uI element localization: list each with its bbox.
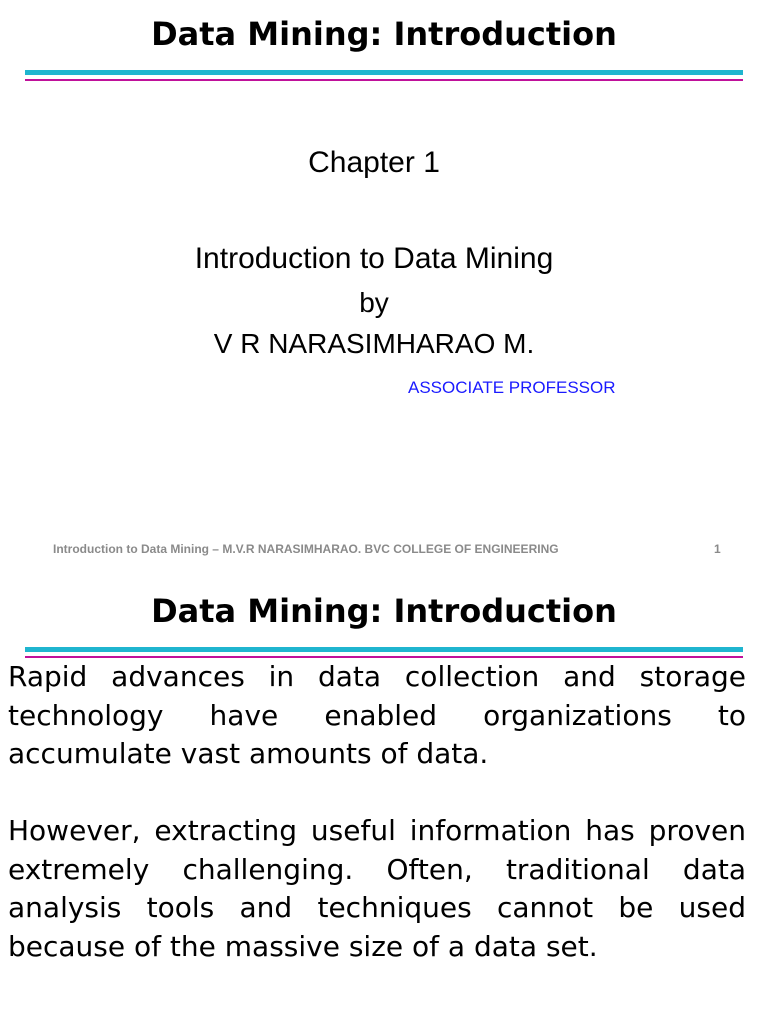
slide-footer-text: Introduction to Data Mining – M.V.R NARASIMHARAO. BVC COLLEGE OF ENGINEERING [53,542,559,556]
body-paragraph: However, extracting useful information has proven extremely challenging. Often, traditional data analysis tools and techniques cannot be used because of the massive size of a data set. [8,814,746,963]
by-label: by [359,287,389,318]
title-rule-cyan [25,647,743,652]
slide-2 [0,578,768,1024]
author-role: ASSOCIATE PROFESSOR [408,378,616,397]
slide-page-number: 1 [714,542,721,556]
slide-title: Data Mining: Introduction [151,15,617,53]
slide-subtitle: Introduction to Data Mining [194,242,554,275]
title-rule-magenta [25,79,743,81]
chapter-label: Chapter 1 [308,146,440,179]
slide-title: Data Mining: Introduction [151,592,617,630]
body-paragraph: Rapid advances in data collection and storage technology have enabled organizations to accumulate vast amounts of data. [8,660,746,770]
title-rule-cyan [25,70,743,75]
author-name: V R NARASIMHARAO M. [213,328,535,359]
